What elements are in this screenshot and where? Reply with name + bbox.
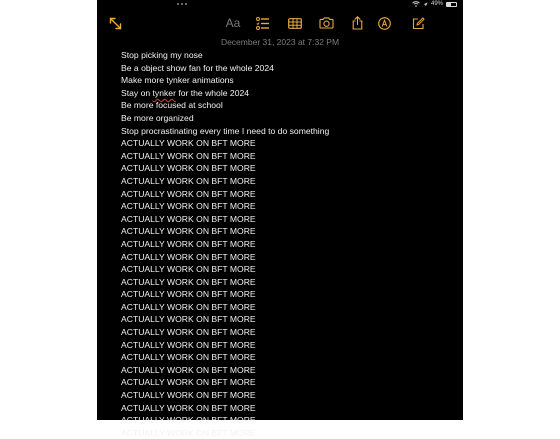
status-indicators <box>412 1 457 7</box>
note-line: ACTUALLY WORK ON BFT MORE <box>121 150 256 161</box>
checklist-icon[interactable] <box>255 12 271 34</box>
battery-icon <box>446 2 457 7</box>
note-line: ACTUALLY WORK ON BFT MORE <box>121 163 256 174</box>
note-line: Be more organized <box>121 112 194 123</box>
note-line: ACTUALLY WORK ON BFT MORE <box>121 390 256 401</box>
notes-app-screen <box>97 0 463 438</box>
misspelled-word[interactable]: tynker <box>152 87 176 98</box>
format-label: Aa <box>225 16 241 30</box>
note-line: Make more tynker animations <box>121 75 234 86</box>
note-line: Stay on tynker for the whole 2024 <box>121 87 250 98</box>
note-line: ACTUALLY WORK ON BFT MORE <box>121 213 256 224</box>
note-timestamp: December 31, 2023 at 7:32 PM <box>220 37 340 47</box>
note-line: ACTUALLY WORK ON BFT MORE <box>121 327 256 338</box>
wifi-icon <box>412 1 420 7</box>
note-line: ACTUALLY WORK ON BFT MORE <box>121 314 256 325</box>
note-line: ACTUALLY WORK ON BFT MORE <box>121 301 256 312</box>
note-line: Stop procrastinating every time I need to do something <box>121 125 330 136</box>
note-line: ACTUALLY WORK ON BFT MORE <box>121 289 256 300</box>
camera-icon[interactable] <box>318 12 334 34</box>
status-bar <box>97 0 463 9</box>
note-line: ACTUALLY WORK ON BFT MORE <box>121 188 256 199</box>
note-line: ACTUALLY WORK ON BFT MORE <box>121 138 256 149</box>
battery-percent: 49% <box>430 1 443 7</box>
note-line: ACTUALLY WORK ON BFT MORE <box>121 352 256 363</box>
note-line: ACTUALLY WORK ON BFT MORE <box>121 264 256 275</box>
note-line: ACTUALLY WORK ON BFT MORE <box>121 238 256 249</box>
format-button[interactable] <box>225 12 241 34</box>
note-line: ACTUALLY WORK ON BFT MORE <box>121 251 256 262</box>
note-line: ACTUALLY WORK ON BFT MORE <box>121 175 256 186</box>
share-icon[interactable] <box>350 12 364 34</box>
note-text-area[interactable] <box>121 49 451 439</box>
note-line: Be more focused at school <box>121 100 223 111</box>
note-line: ACTUALLY WORK ON BFT MORE <box>121 415 256 426</box>
note-line: ACTUALLY WORK ON BFT MORE <box>121 402 256 413</box>
toolbar <box>97 12 463 34</box>
note-line: ACTUALLY WORK ON BFT MORE <box>121 201 256 212</box>
note-line: ACTUALLY WORK ON BFT MORE <box>121 427 256 438</box>
multitasking-dots-icon[interactable] <box>177 3 187 5</box>
markup-icon[interactable] <box>377 12 391 34</box>
note-line: ACTUALLY WORK ON BFT MORE <box>121 226 256 237</box>
note-line: ACTUALLY WORK ON BFT MORE <box>121 339 256 350</box>
table-icon[interactable] <box>287 12 303 34</box>
note-line: ACTUALLY WORK ON BFT MORE <box>121 364 256 375</box>
location-icon <box>423 2 428 7</box>
note-line: Be a object show fan for the whole 2024 <box>121 62 274 73</box>
note-line: Stop picking my nose <box>121 50 203 60</box>
compose-icon[interactable] <box>411 12 425 34</box>
note-line: ACTUALLY WORK ON BFT MORE <box>121 276 256 287</box>
note-line: ACTUALLY WORK ON BFT MORE <box>121 377 256 388</box>
collapse-icon[interactable] <box>108 12 122 34</box>
